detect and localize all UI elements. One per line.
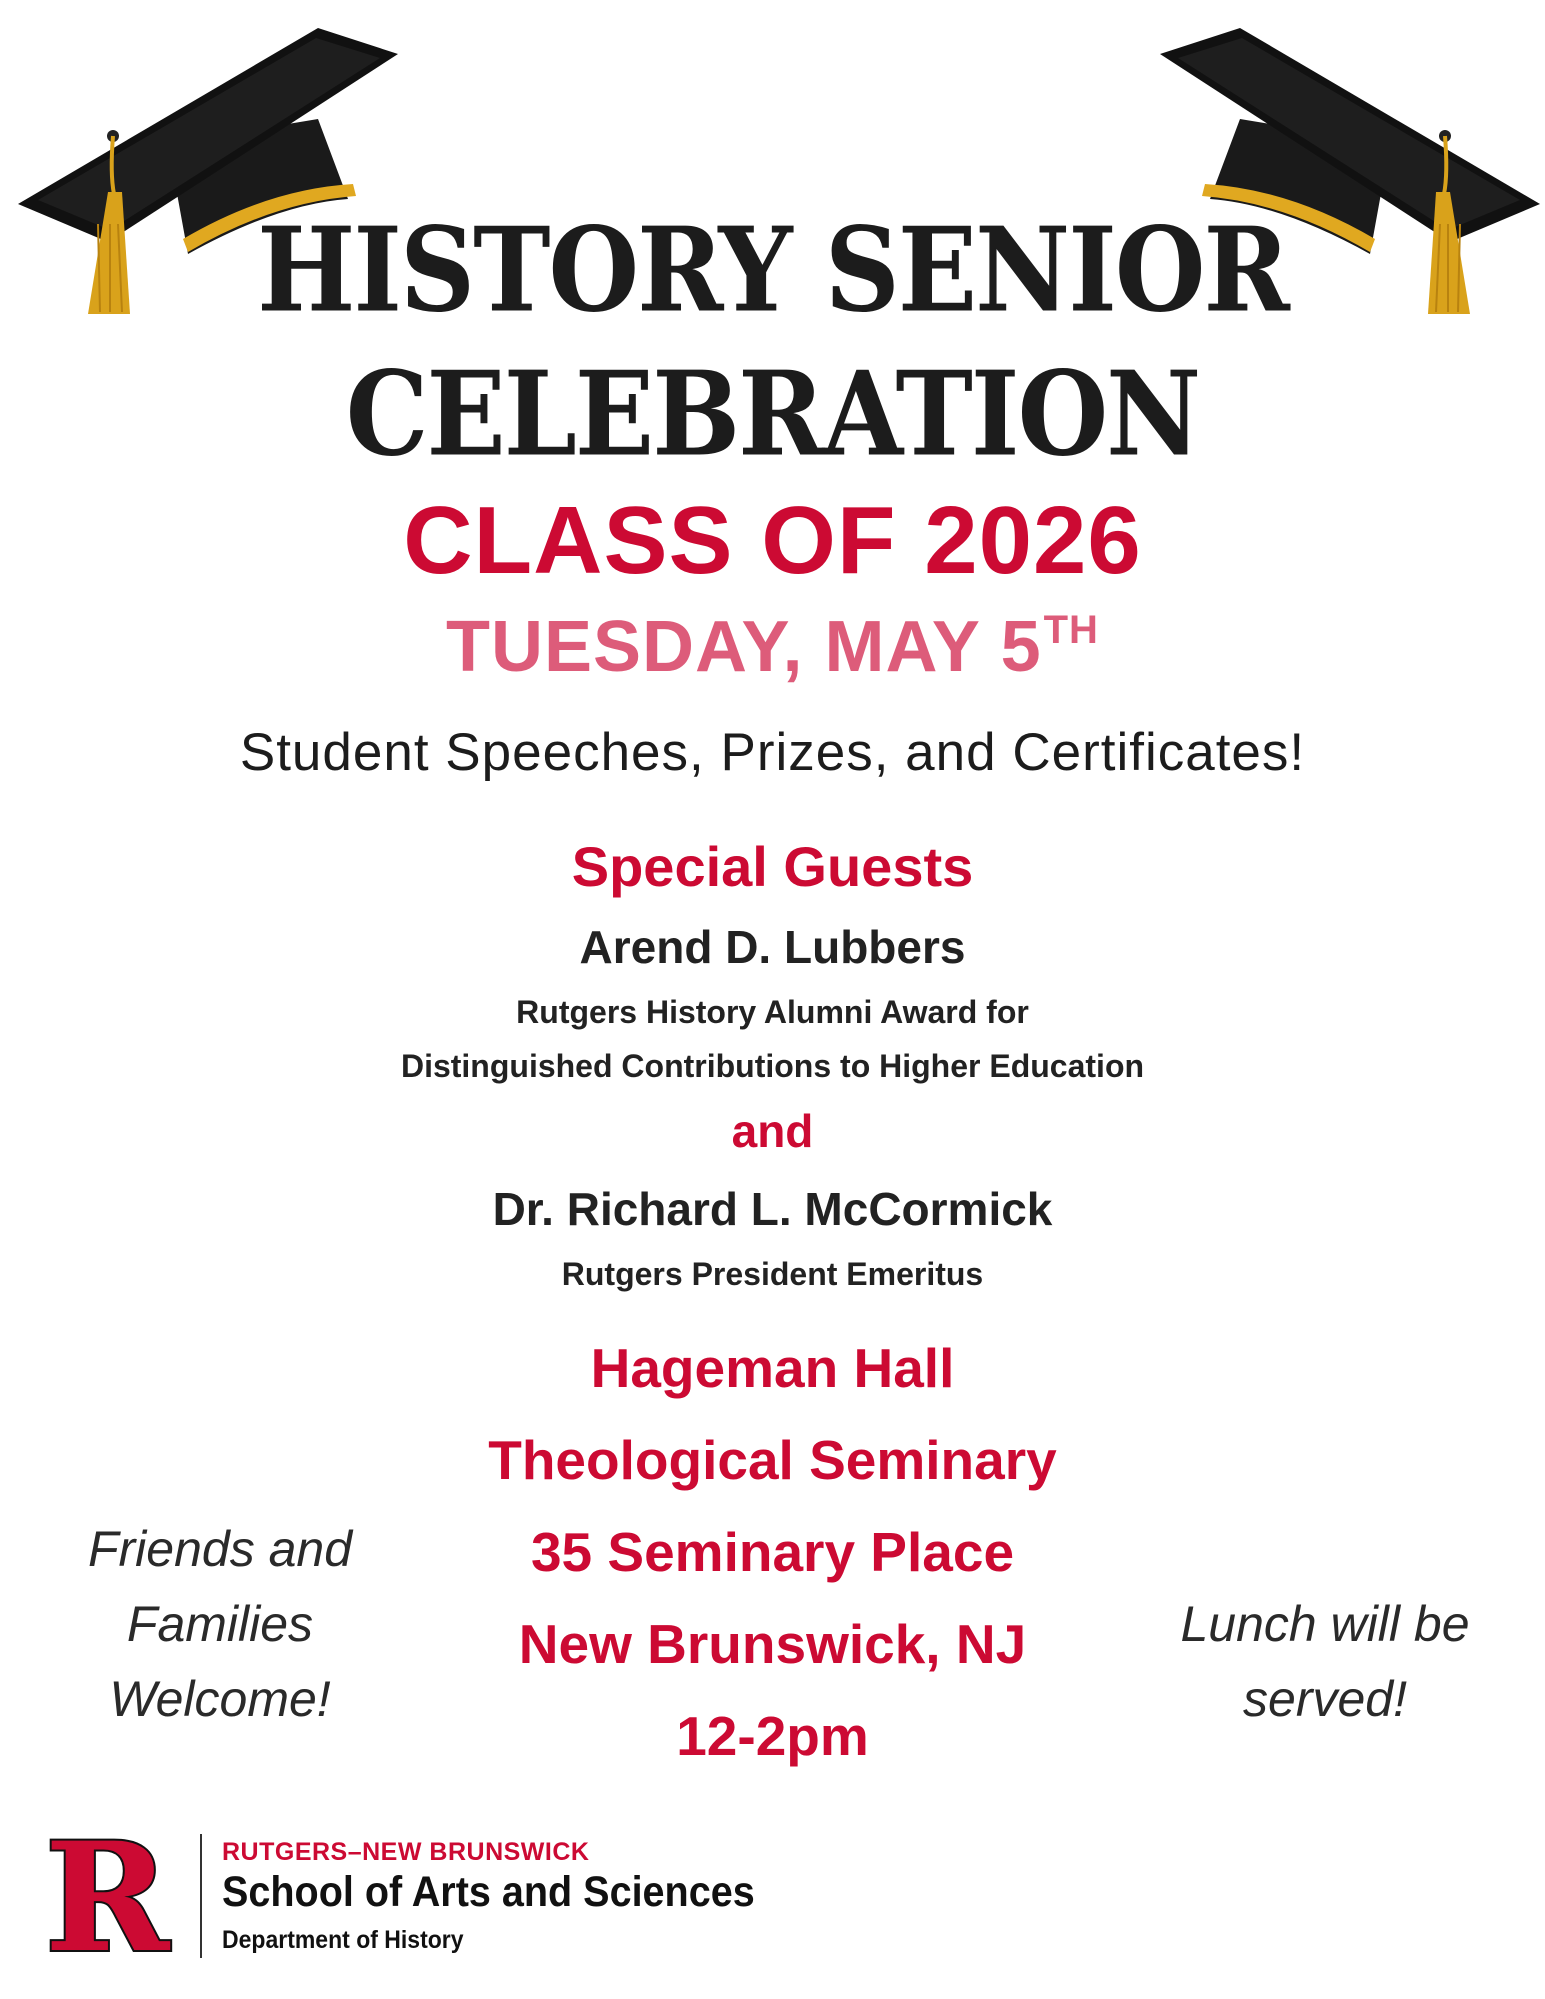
location-street: 35 Seminary Place xyxy=(530,1521,1015,1583)
logo-school: School of Arts and Sciences xyxy=(222,1868,755,1916)
event-title-line2: CELEBRATION xyxy=(345,344,1200,483)
location-city: New Brunswick, NJ xyxy=(518,1613,1027,1675)
guests-connector: and xyxy=(731,1105,814,1157)
event-date-main: TUESDAY, MAY 5 xyxy=(446,607,1042,687)
guest1-name: Arend D. Lubbers xyxy=(579,921,966,973)
special-guests-heading: Special Guests xyxy=(571,835,974,898)
side-note-line: Lunch will be xyxy=(1180,1596,1470,1652)
logo-department: Department of History xyxy=(222,1926,464,1954)
guest1-title-line1: Rutgers History Alumni Award for xyxy=(516,994,1029,1030)
guest1-title-line2: Distinguished Contributions to Higher Education xyxy=(400,1048,1145,1084)
event-time: 12-2pm xyxy=(676,1705,869,1767)
rutgers-r-logo xyxy=(36,1832,178,1960)
side-note-line: Friends and xyxy=(87,1521,353,1577)
logo-campus: RUTGERS–NEW BRUNSWICK xyxy=(222,1838,590,1866)
location-hall: Hageman Hall xyxy=(590,1337,955,1399)
logo-letter: R xyxy=(44,1832,170,1960)
guest2-name: Dr. Richard L. McCormick xyxy=(492,1183,1053,1235)
friends-families-note xyxy=(40,1512,400,1737)
side-note-line: Families xyxy=(126,1596,314,1652)
event-title-line1: HISTORY SENIOR xyxy=(257,200,1288,339)
side-note-line: Welcome! xyxy=(109,1671,331,1727)
event-date xyxy=(0,606,1545,688)
class-of-heading: CLASS OF 2026 xyxy=(403,487,1142,594)
guest2-title: Rutgers President Emeritus xyxy=(561,1256,984,1292)
location-institution: Theological Seminary xyxy=(488,1429,1057,1491)
logo-divider xyxy=(200,1834,202,1958)
event-date-suffix: TH xyxy=(1043,608,1099,652)
lunch-note xyxy=(1140,1587,1510,1737)
event-tagline: Student Speeches, Prizes, and Certificates! xyxy=(239,723,1306,782)
side-note-line: served! xyxy=(1243,1671,1407,1727)
